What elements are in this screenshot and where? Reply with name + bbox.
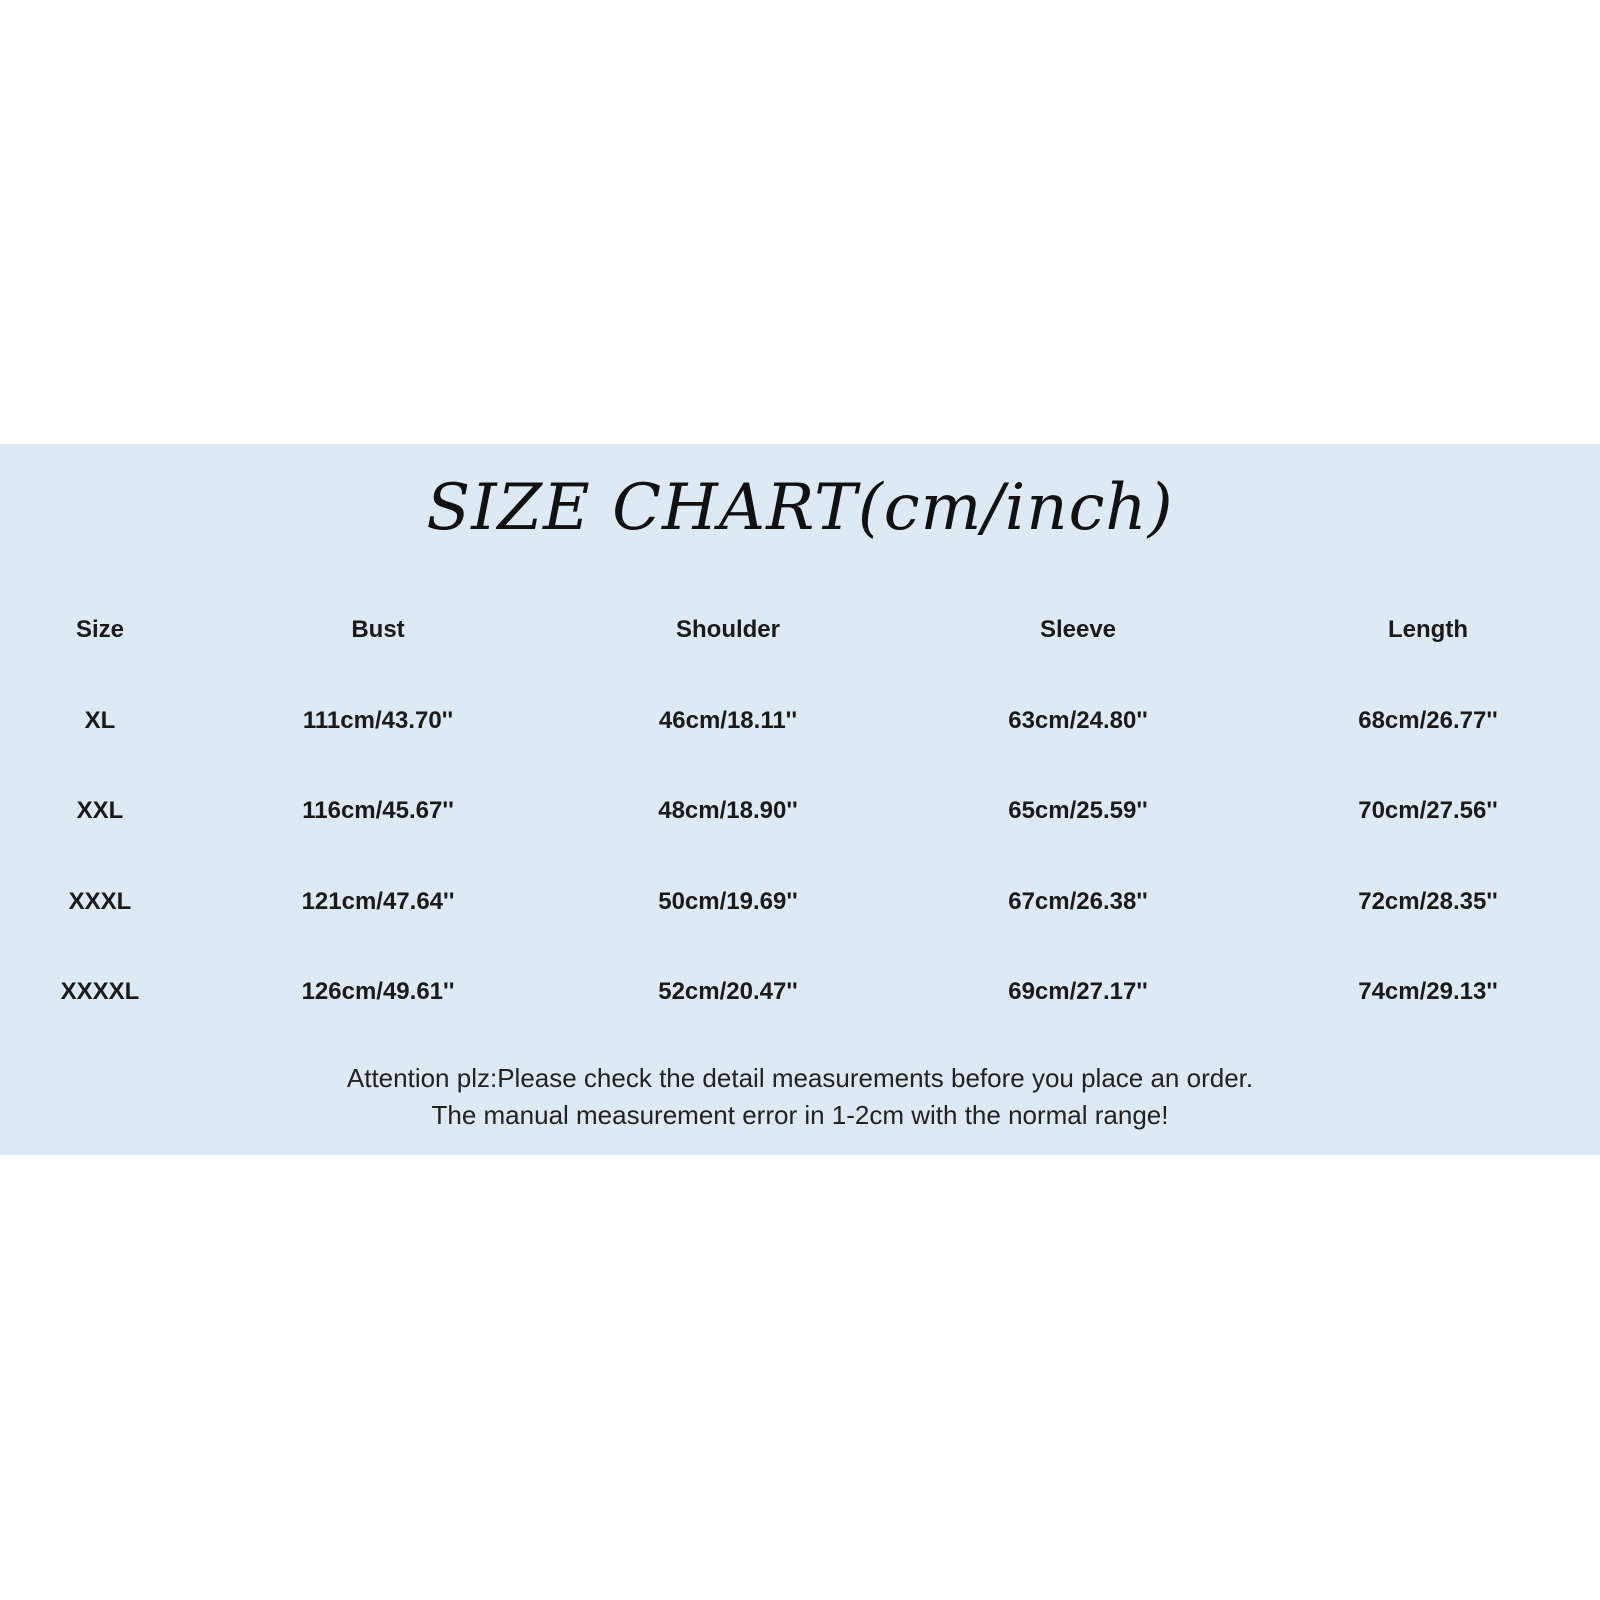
cell-bust: 126cm/49.61'' [301,978,455,1005]
cell-sleeve: 63cm/24.80'' [1008,706,1148,734]
table-row [0,693,1600,784]
measurement-error-note: The manual measurement error in 1-2cm with the normal range! [431,1100,1169,1130]
cell-length: 72cm/28.35'' [1358,887,1498,915]
cell-bust: 111cm/43.70'' [302,706,454,734]
header-length: Length [1388,616,1468,643]
cell-shoulder: 50cm/19.69'' [658,887,798,915]
header-sleeve: Sleeve [1039,616,1117,643]
cell-size: XXL [76,797,124,824]
cell-shoulder: 46cm/18.11'' [658,706,798,734]
cell-bust: 116cm/45.67'' [302,797,454,824]
attention-note: Attention plz:Please check the detail measurements before you place an order. [346,1063,1254,1093]
cell-shoulder: 48cm/18.90'' [658,797,798,824]
table-header-row [0,602,1600,693]
cell-size: XXXL [68,887,132,915]
cell-sleeve: 69cm/27.17'' [1008,978,1148,1005]
table-row [0,964,1600,1055]
cell-length: 68cm/26.77'' [1358,706,1498,734]
cell-size: XXXXL [60,978,140,1005]
header-bust: Bust [351,616,405,643]
size-table [0,602,1600,1055]
cell-size: XL [84,706,116,734]
cell-shoulder: 52cm/20.47'' [658,978,798,1005]
cell-bust: 121cm/47.64'' [301,887,455,915]
cell-length: 74cm/29.13'' [1358,978,1498,1005]
table-row [0,874,1600,965]
header-size: Size [75,616,125,643]
size-chart-title: SIZE CHART(cm/inch) [426,471,1174,545]
cell-length: 70cm/27.56'' [1358,797,1498,824]
cell-sleeve: 67cm/26.38'' [1008,887,1148,915]
header-shoulder: Shoulder [675,616,781,643]
cell-sleeve: 65cm/25.59'' [1008,797,1148,824]
table-row [0,783,1600,874]
